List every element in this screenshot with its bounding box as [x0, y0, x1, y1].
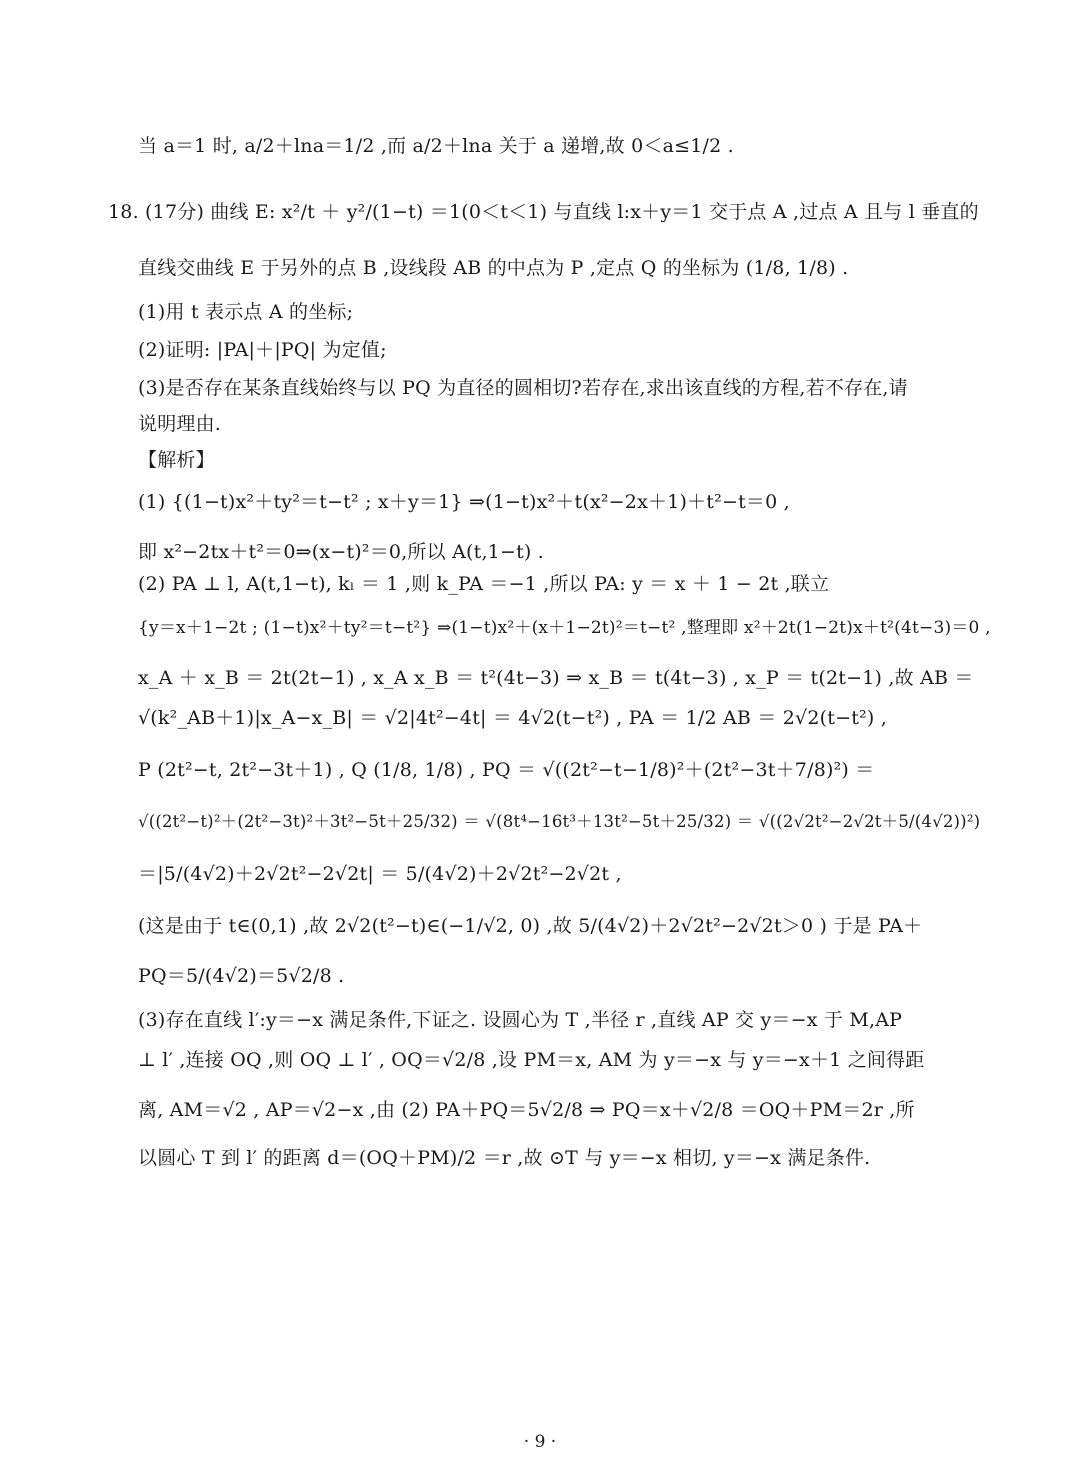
text-line: (3)是否存在某条直线始终与以 PQ 为直径的圆相切?若存在,求出该直线的方程,若不存在,请: [138, 377, 908, 399]
text-line: 【解析】: [138, 449, 215, 471]
text-line: (1)用 t 表示点 A 的坐标;: [138, 301, 354, 323]
page-number: · 9 ·: [523, 1432, 557, 1452]
text-line: √(k²_AB＋1)|x_A−x_B| ＝ √2|4t²−4t| ＝ 4√2(t−t²) , PA ＝ 1/2 AB ＝ 2√2(t−t²) ,: [138, 707, 887, 729]
text-line: 离, AM＝√2 , AP＝√2−x ,由 (2) PA＋PQ＝5√2/8 ⇒ PQ＝x＋√2/8 ＝OQ＋PM＝2r ,所: [138, 1099, 915, 1121]
text-line: 说明理由.: [138, 413, 222, 435]
text-line: P (2t²−t, 2t²−3t＋1) , Q (1/8, 1/8) , PQ ＝ √((2t²−t−1/8)²＋(2t²−3t＋7/8)²) ＝: [138, 759, 875, 781]
text-line: 直线交曲线 E 于另外的点 B ,设线段 AB 的中点为 P ,定点 Q 的坐标为 (1/8, 1/8) .: [138, 257, 849, 279]
text-line: 以圆心 T 到 l′ 的距离 d＝(OQ＋PM)/2 ＝r ,故 ⊙T 与 y＝−x 相切, y＝−x 满足条件.: [138, 1147, 871, 1169]
text-line: 当 a＝1 时, a/2＋lna＝1/2 ,而 a/2＋lna 关于 a 递增,故 0＜a≤1/2 .: [138, 135, 734, 157]
text-line: √((2t²−t)²＋(2t²−3t)²＋3t²−5t＋25/32) ＝ √(8t⁴−16t³＋13t²−5t＋25/32) ＝ √((2√2t²−2√2t＋5/(4√2))²): [138, 812, 981, 831]
text-line: PQ＝5/(4√2)＝5√2/8 .: [138, 965, 345, 987]
text-line: 即 x²−2tx＋t²＝0⇒(x−t)²＝0,所以 A(t,1−t) .: [138, 541, 545, 563]
text-line: {y＝x＋1−2t ; (1−t)x²＋ty²＝t−t²} ⇒(1−t)x²＋(x＋1−2t)²＝t−t² ,整理即 x²＋2t(1−2t)x＋t²(4t−3)＝0 ,: [138, 618, 991, 638]
text-line: ＝|5/(4√2)＋2√2t²−2√2t| ＝ 5/(4√2)＋2√2t²−2√2t ,: [138, 863, 622, 885]
text-line: (3)存在直线 l′:y＝−x 满足条件,下证之. 设圆心为 T ,半径 r ,直线 AP 交 y＝−x 于 M,AP: [138, 1009, 903, 1031]
text-line: 18. (17分) 曲线 E: x²/t ＋ y²/(1−t) ＝1(0＜t＜1) 与直线 l:x＋y＝1 交于点 A ,过点 A 且与 l 垂直的: [108, 201, 979, 223]
text-line: (2) PA ⊥ l, A(t,1−t), kₗ ＝ 1 ,则 k_PA ＝−1 ,所以 PA: y ＝ x ＋ 1 − 2t ,联立: [138, 573, 830, 595]
text-line: ⊥ l′ ,连接 OQ ,则 OQ ⊥ l′ , OQ＝√2/8 ,设 PM＝x, AM 为 y＝−x 与 y＝−x＋1 之间得距: [138, 1049, 925, 1071]
text-line: (2)证明: |PA|＋|PQ| 为定值;: [138, 339, 387, 361]
text-line: (1) {(1−t)x²＋ty²＝t−t² ; x＋y＝1} ⇒(1−t)x²＋t(x²−2x＋1)＋t²−t＝0 ,: [138, 491, 790, 513]
text-line: (这是由于 t∈(0,1) ,故 2√2(t²−t)∈(−1/√2, 0) ,故 5/(4√2)＋2√2t²−2√2t＞0 ) 于是 PA＋: [138, 915, 923, 937]
text-line: x_A ＋ x_B ＝ 2t(2t−1) , x_A x_B ＝ t²(4t−3) ⇒ x_B ＝ t(4t−3) , x_P ＝ t(2t−1) ,故 AB ＝: [138, 667, 974, 689]
